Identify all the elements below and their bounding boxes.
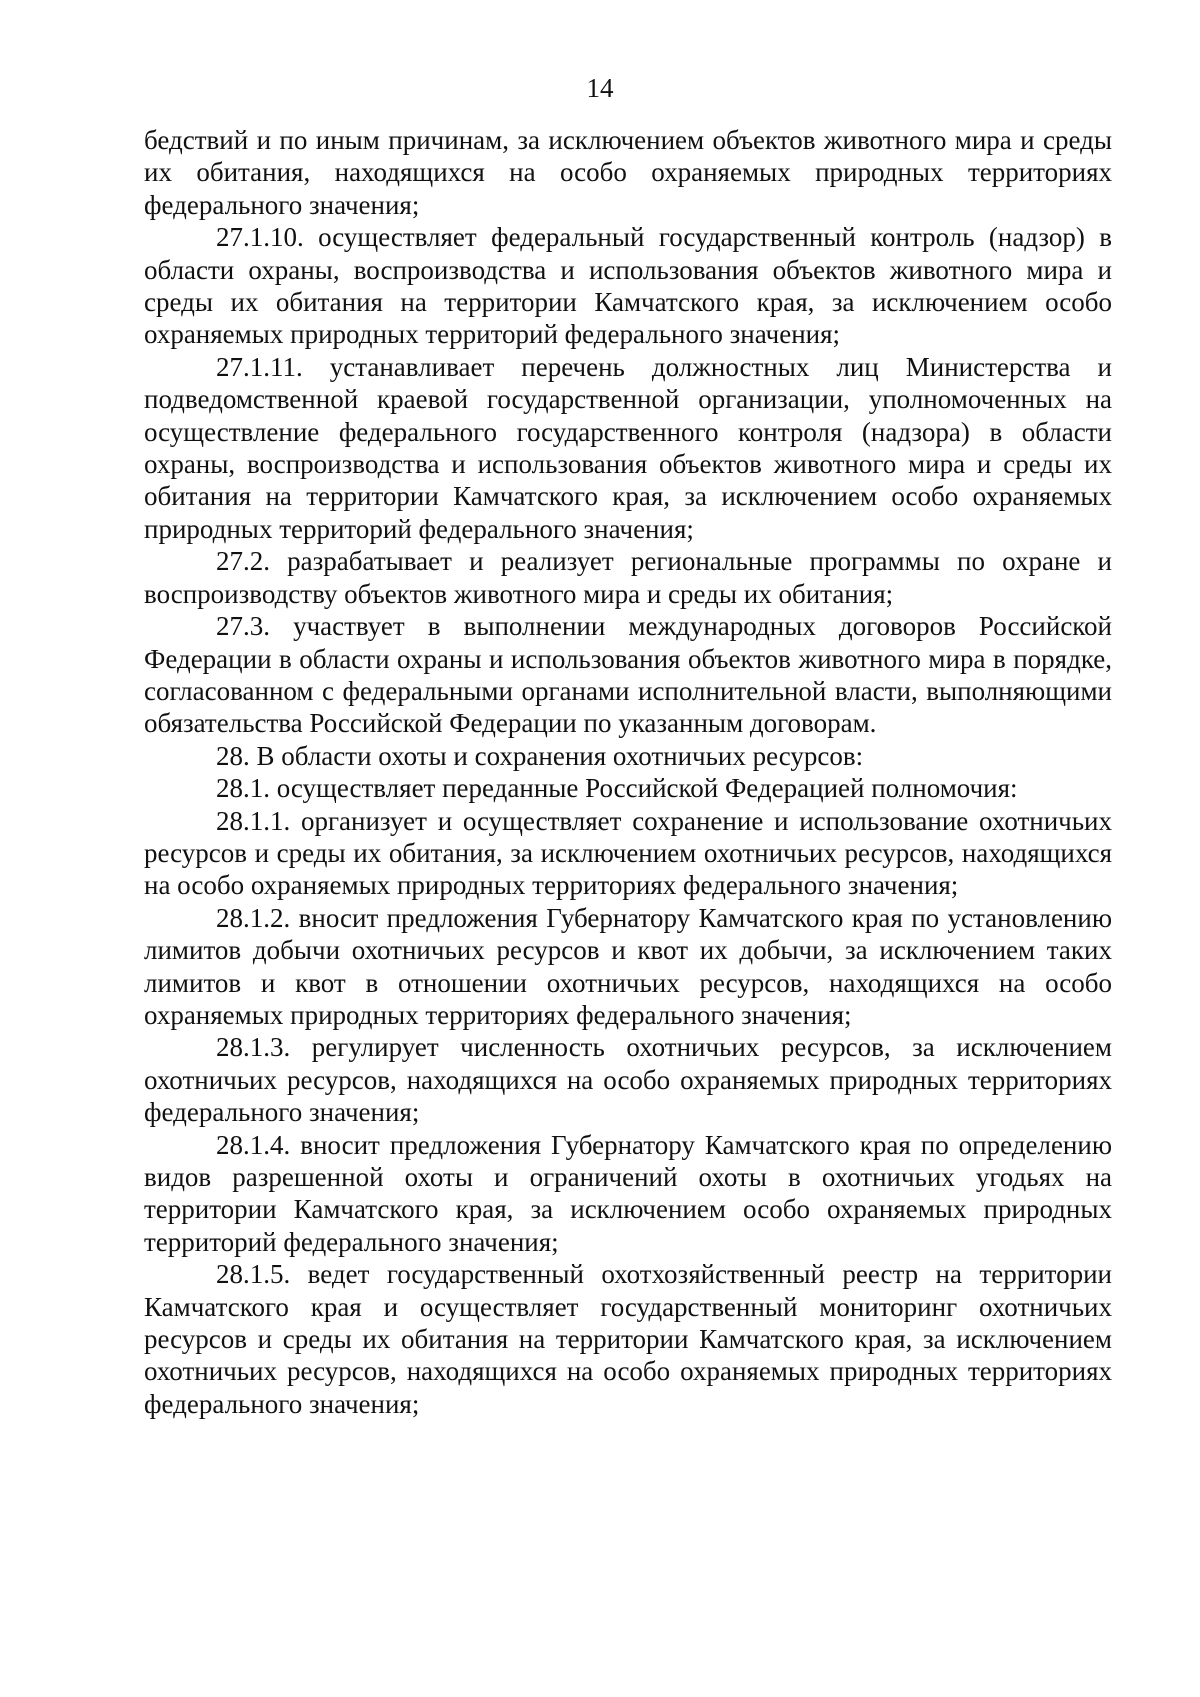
paragraph-28-1: 28.1. осуществляет переданные Российской Федерацией полномочия: xyxy=(216,773,1018,804)
paragraph-27-2: 27.2. разрабатывает и реализует региональные программы по охране и воспроизводству объектов животного мира и среды их обитания; xyxy=(144,546,1112,609)
paragraph-continuation: бедствий и по иным причинам, за исключением объектов животного мира и среды их обитания, находящихся на особо охраняемых природных территориях федерального значения; xyxy=(144,125,1112,220)
paragraph-28-1-4: 28.1.4. вносит предложения Губернатору Камчатского края по определению видов разрешенной охоты и ограничений охоты в охотничьих угодьях на территории Камчатского края, за исключением особо охраняемых природных территорий федерального значения; xyxy=(144,1129,1112,1257)
paragraph-28-1-3: 28.1.3. регулирует численность охотничьих ресурсов, за исключением охотничьих ресурсов, находящихся на особо охраняемых природных территориях федерального значения; xyxy=(144,1032,1112,1128)
document-body xyxy=(144,124,1112,1420)
paragraph-27-1-11: 27.1.11. устанавливает перечень должностных лиц Министерства и подведомственной краевой государственной организации, уполномоченных на осуществление федерального государственного контроля (надзора) в области охраны, воспроизводства и использования объектов животного мира и среды их обитания на территории Камчатского края, за исключением особо охраняемых природных территорий федерального значения; xyxy=(144,351,1112,544)
paragraph-27-1-10: 27.1.10. осуществляет федеральный государственный контроль (надзор) в области охраны, воспроизводства и использования объектов животного мира и среды их обитания на территории Камчатского края, за исключением особо охраняемых природных территорий федерального значения; xyxy=(144,222,1112,350)
paragraph-28-1-5: 28.1.5. ведет государственный охотхозяйственный реестр на территории Камчатского края и осуществляет государственный мониторинг охотничьих ресурсов и среды их обитания на территории Камчатского края, за исключением охотничьих ресурсов, находящихся на особо охраняемых природных территориях федерального значения; xyxy=(144,1259,1112,1419)
paragraph-28: 28. В области охоты и сохранения охотничьих ресурсов: xyxy=(216,740,864,771)
paragraph-28-1-1: 28.1.1. организует и осуществляет сохранение и использование охотничьих ресурсов и среды их обитания, за исключением охотничьих ресурсов, находящихся на особо охраняемых природных территориях федерального значения; xyxy=(144,805,1112,901)
paragraph-27-3: 27.3. участвует в выполнении международных договоров Российской Федерации в области охраны и использования объектов животного мира в порядке, согласованном с федеральными органами исполнительной власти, выполняющими обязательства Российской Федерации по указанным договорам. xyxy=(144,611,1112,739)
page-number: 14 xyxy=(586,73,614,103)
paragraph-28-1-2: 28.1.2. вносит предложения Губернатору Камчатского края по установлению лимитов добычи охотничьих ресурсов и квот их добычи, за исключением таких лимитов и квот в отношении охотничьих ресурсов, находящихся на особо охраняемых природных территориях федерального значения; xyxy=(144,902,1112,1030)
